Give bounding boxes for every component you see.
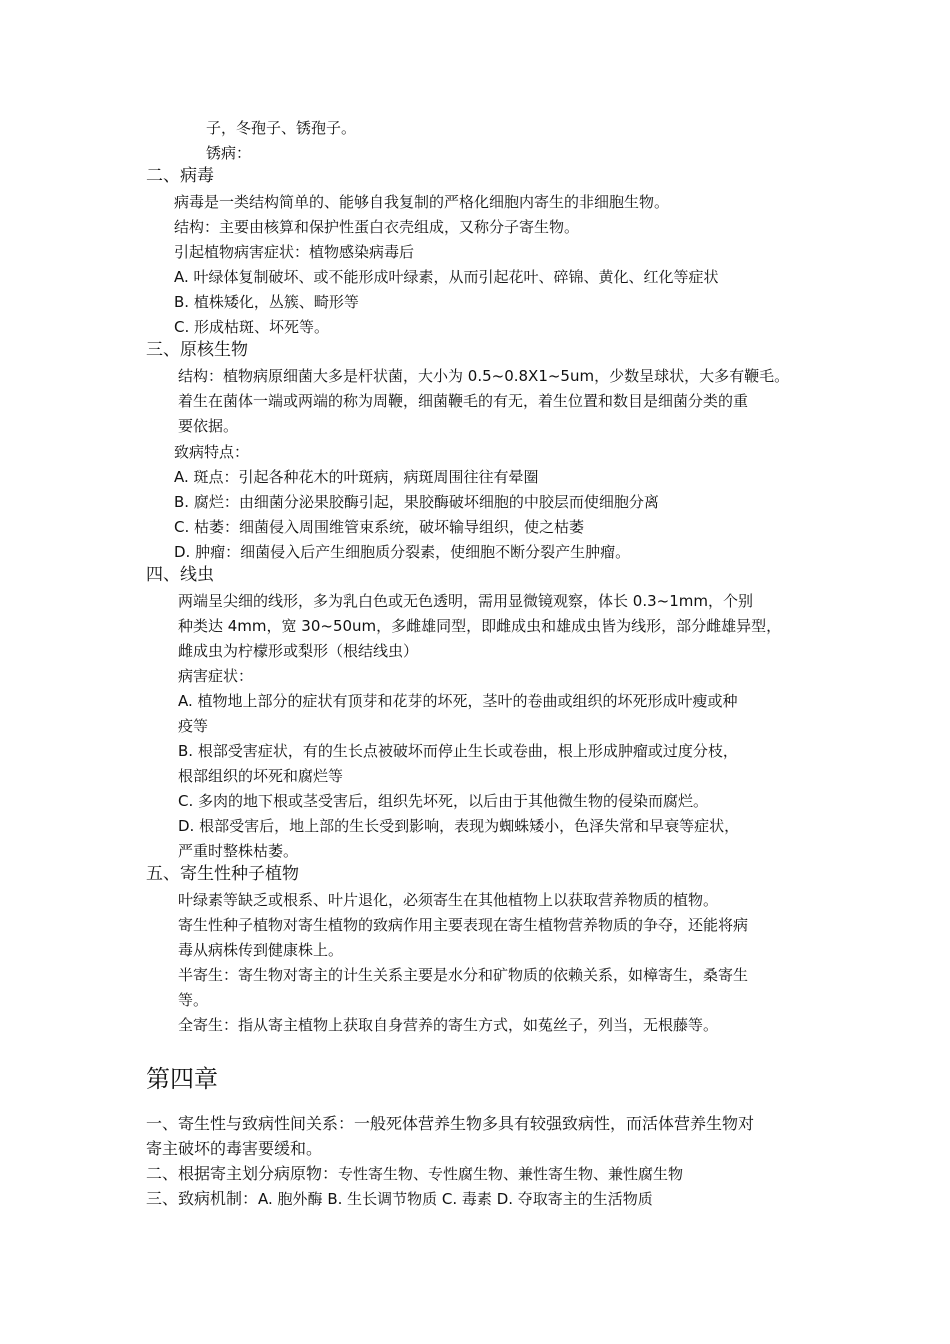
text-line: 病毒是一类结构简单的、能够自我复制的严格化细胞内寄生的非细胞生物。 (174, 193, 670, 211)
list-item: A. 植物地上部分的症状有顶芽和花芽的坏死，茎叶的卷曲或组织的坏死形成叶瘦或种 (178, 692, 738, 710)
text-line: 全寄生：指从寄主植物上获取自身营养的寄生方式，如菟丝子，列当，无根藤等。 (178, 1016, 719, 1034)
text-line: 疫等 (178, 717, 209, 735)
text-line: 根部组织的坏死和腐烂等 (178, 767, 344, 785)
text-line: 严重时整株枯萎。 (178, 842, 299, 860)
list-item: A. 斑点：引起各种花木的叶斑病，病斑周围往往有晕圈 (174, 468, 539, 486)
list-item: B. 腐烂：由细菌分泌果胶酶引起，果胶酶破坏细胞的中胶层而使细胞分离 (174, 493, 659, 511)
subsection-label: 二、根据寄主划分病原物： (146, 1164, 339, 1183)
text-line: 引起植物病害症状：植物感染病毒后 (174, 243, 415, 261)
text-line: 一、寄生性与致病性间关系：一般死体营养生物多具有较强致病性，而活体营养生物对 (146, 1114, 755, 1133)
section-heading: 二、病毒 (146, 166, 214, 186)
text-line: 子，冬孢子、锈孢子。 (206, 119, 357, 137)
text-line: 毒从病株传到健康株上。 (178, 941, 344, 959)
text-line: 结构：植物病原细菌大多是杆状菌，大小为 0.5~0.8X1~5um，少数呈球状，大多有鞭毛。 (178, 367, 790, 385)
text-line (146, 1163, 683, 1185)
text-line: 叶绿素等缺乏或根系、叶片退化，必须寄生在其他植物上以获取营养物质的植物。 (178, 891, 719, 909)
text-line: 病害症状： (178, 667, 254, 685)
section-heading: 三、原核生物 (146, 340, 248, 360)
text-line: 要依据。 (178, 417, 239, 435)
text-line: 两端呈尖细的线形，多为乳白色或无色透明，需用显微镜观察，体长 0.3~1mm，个别 (178, 592, 753, 610)
subsection-text: A. 胞外酶 B. 生长调节物质 C. 毒素 D. 夺取寄主的生活物质 (258, 1190, 653, 1208)
subsection-label: 三、致病机制： (146, 1189, 259, 1208)
chapter-title: 第四章 (146, 1065, 218, 1093)
text-line: 寄主破坏的毒害要缓和。 (146, 1139, 323, 1158)
list-item: D. 肿瘤：细菌侵入后产生细胞质分裂素，使细胞不断分裂产生肿瘤。 (174, 543, 631, 561)
list-item: B. 植株矮化，丛簇、畸形等 (174, 293, 359, 311)
section-heading: 四、线虫 (146, 565, 214, 585)
list-item: C. 枯萎：细菌侵入周围维管束系统，破坏输导组织，使之枯萎 (174, 518, 585, 536)
text-line (146, 1188, 653, 1210)
text-line: 寄生性种子植物对寄生植物的致病作用主要表现在寄生植物营养物质的争夺，还能将病 (178, 916, 749, 934)
section-heading: 五、寄生性种子植物 (146, 864, 299, 884)
text-line: 雌成虫为柠檬形或梨形（根结线虫） (178, 642, 419, 660)
text-line: 等。 (178, 991, 209, 1009)
text-line: 致病特点： (174, 443, 250, 461)
list-item: B. 根部受害症状，有的生长点被破坏而停止生长或卷曲，根上形成肿瘤或过度分枝， (178, 742, 738, 760)
text-line: 锈病： (206, 144, 252, 162)
subsection-text: 专性寄生物、专性腐生物、兼性寄生物、兼性腐生物 (338, 1165, 684, 1183)
text-line: 种类达 4mm，宽 30~50um，多雌雄同型，即雌成虫和雄成虫皆为线形，部分雌雄异型， (178, 617, 782, 635)
list-item: C. 多肉的地下根或茎受害后，组织先坏死，以后由于其他微生物的侵染而腐烂。 (178, 792, 709, 810)
list-item: D. 根部受害后，地上部的生长受到影响，表现为蜘蛛矮小，色泽失常和早衰等症状， (178, 817, 740, 835)
text-line: 着生在菌体一端或两端的称为周鞭，细菌鞭毛的有无，着生位置和数目是细菌分类的重 (178, 392, 749, 410)
list-item: C. 形成枯斑、坏死等。 (174, 318, 330, 336)
text-line: 结构：主要由核算和保护性蛋白衣壳组成，又称分子寄生物。 (174, 218, 580, 236)
list-item: A. 叶绿体复制破坏、或不能形成叶绿素，从而引起花叶、碎锦、黄化、红化等症状 (174, 268, 719, 286)
text-line: 半寄生：寄生物对寄主的计生关系主要是水分和矿物质的依赖关系，如樟寄生，桑寄生 (178, 966, 749, 984)
